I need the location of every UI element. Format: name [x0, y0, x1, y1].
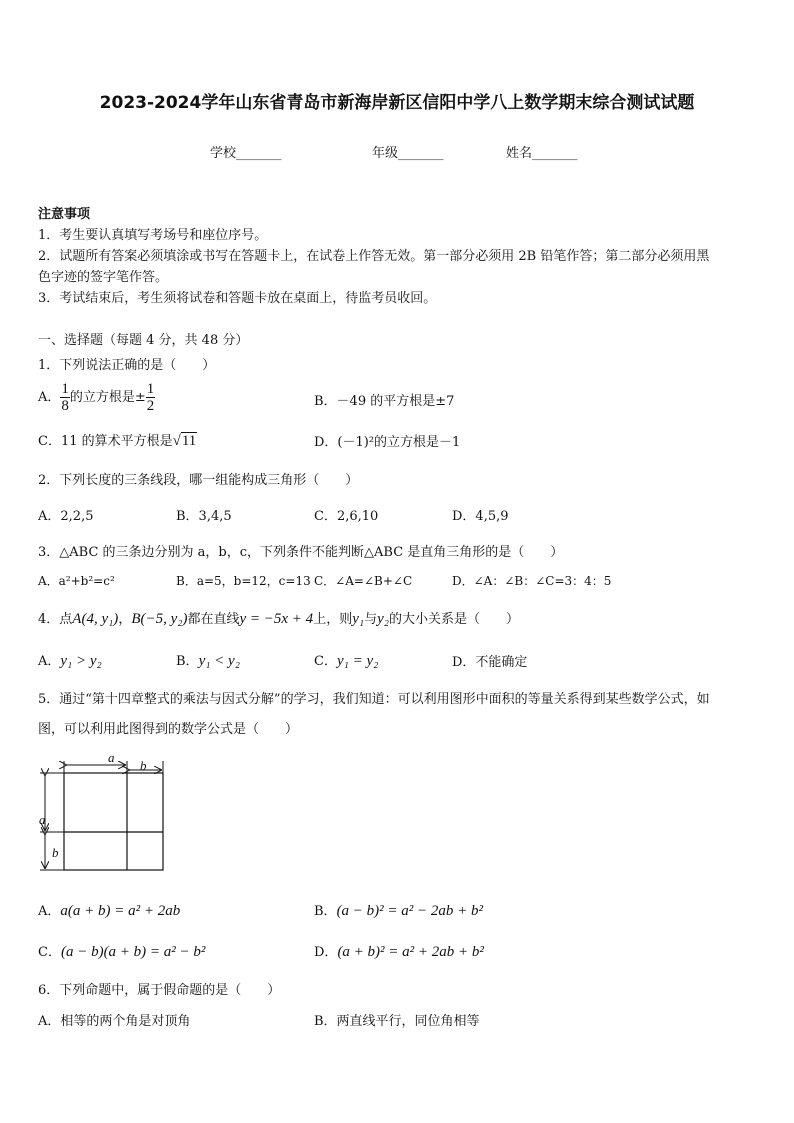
point-b: B(−5, y₂): [131, 611, 188, 627]
q5-option-c: C．(a − b)(a + b) = a² − b²: [38, 944, 206, 960]
notice-item: 色字迹的签字笔作答。: [38, 270, 169, 285]
notice-heading: 注意事项: [38, 207, 91, 222]
q3-option-c: C．∠A=∠B+∠C: [314, 574, 413, 588]
name-field: 姓名_______: [506, 146, 578, 161]
q1-option-a: [38, 381, 155, 414]
fraction: $\frac{1}{2}$: [146, 381, 155, 414]
point-a: A(4, y₁): [72, 611, 119, 627]
q5-option-d: D．(a + b)² = a² + 2ab + b²: [314, 944, 484, 960]
question-2-stem: 2．下列长度的三条线段，哪一组能构成三角形（ ）: [38, 473, 359, 488]
label-a-top: a: [108, 750, 115, 765]
q5-option-b: B．(a − b)² = a² − 2ab + b²: [314, 903, 484, 919]
area-figure: [30, 745, 180, 875]
label-b-left: b: [52, 845, 59, 860]
grade-field: 年级_______: [372, 146, 444, 161]
q4-option-d: D．不能确定: [452, 655, 528, 670]
option-text: 的立方根是±: [69, 390, 146, 405]
notice-item: 3．考试结束后，考生须将试卷和答题卡放在桌面上，待监考员收回。: [38, 291, 437, 306]
q2-option-b: B．3,4,5: [176, 509, 232, 524]
q4-option-b: B．y₁ < y₂: [176, 653, 240, 669]
q2-option-a: A．2,2,5: [38, 509, 94, 524]
q6-option-b: B．两直线平行，同位角相等: [314, 1014, 480, 1029]
question-1-stem: 1．下列说法正确的是（ ）: [38, 358, 216, 373]
q1-option-c: C．11 的算术平方根是√11: [38, 433, 197, 449]
q3-option-b: B．a=5，b=12，c=13: [176, 574, 311, 588]
q2-option-d: D．4,5,9: [452, 509, 509, 524]
question-5-stem-cont: 图，可以利用此图得到的数学公式是（ ）: [38, 722, 299, 737]
notice-item: 2．试题所有答案必须填涂或书写在答题卡上，在试卷上作答无效。第一部分必须用 2B 铅笔作答；第二部分必须用黑: [38, 249, 710, 264]
question-3-stem: 3．△ABC 的三条边分别为 a，b，c，下列条件不能判断△ABC 是直角三角形的是（ ）: [38, 545, 564, 560]
sqrt-expression: √11: [172, 433, 197, 449]
page-title: 2023-2024学年山东省青岛市新海岸新区信阳中学八上数学期末综合测试试题: [99, 93, 695, 113]
option-label: A．: [38, 390, 61, 405]
question-4-stem: 4．点A(4, y₁)，B(−5, y₂)都在直线y = −5x + 4上，则y₁与y₂的大小关系是（ ）: [38, 611, 519, 627]
label-a-left: a: [39, 812, 46, 827]
fraction: $\frac{1}{8}$: [61, 381, 69, 414]
q1-option-b: B．－49 的平方根是±7: [314, 394, 455, 409]
section-heading: 一、选择题（每题 4 分，共 48 分）: [38, 333, 249, 348]
q3-option-a: A．a²+b²=c²: [38, 574, 115, 588]
notice-item: 1．考生要认真填写考场号和座位序号。: [38, 228, 268, 243]
q2-option-c: C．2,6,10: [314, 509, 379, 524]
q5-option-a: A．a(a + b) = a² + 2ab: [38, 903, 181, 919]
label-b-top: b: [140, 758, 147, 773]
question-6-stem: 6．下列命题中，属于假命题的是（ ）: [38, 983, 281, 998]
line-equation: y = −5x + 4: [239, 611, 314, 627]
outer-square: [64, 773, 163, 870]
q6-option-a: A．相等的两个角是对顶角: [38, 1014, 191, 1029]
question-5-stem: 5．通过“第十四章整式的乘法与因式分解”的学习，我们知道：可以利用图形中面积的等量关系得到某些数学公式，如: [38, 692, 710, 707]
q4-option-c: C．y₁ = y₂: [314, 653, 379, 669]
school-field: 学校_______: [210, 146, 282, 161]
q1-option-d: D．(－1)²的立方根是－1: [314, 435, 461, 450]
q4-option-a: A．y₁ > y₂: [38, 653, 102, 669]
q3-option-d: D．∠A：∠B：∠C=3：4：5: [452, 574, 612, 588]
